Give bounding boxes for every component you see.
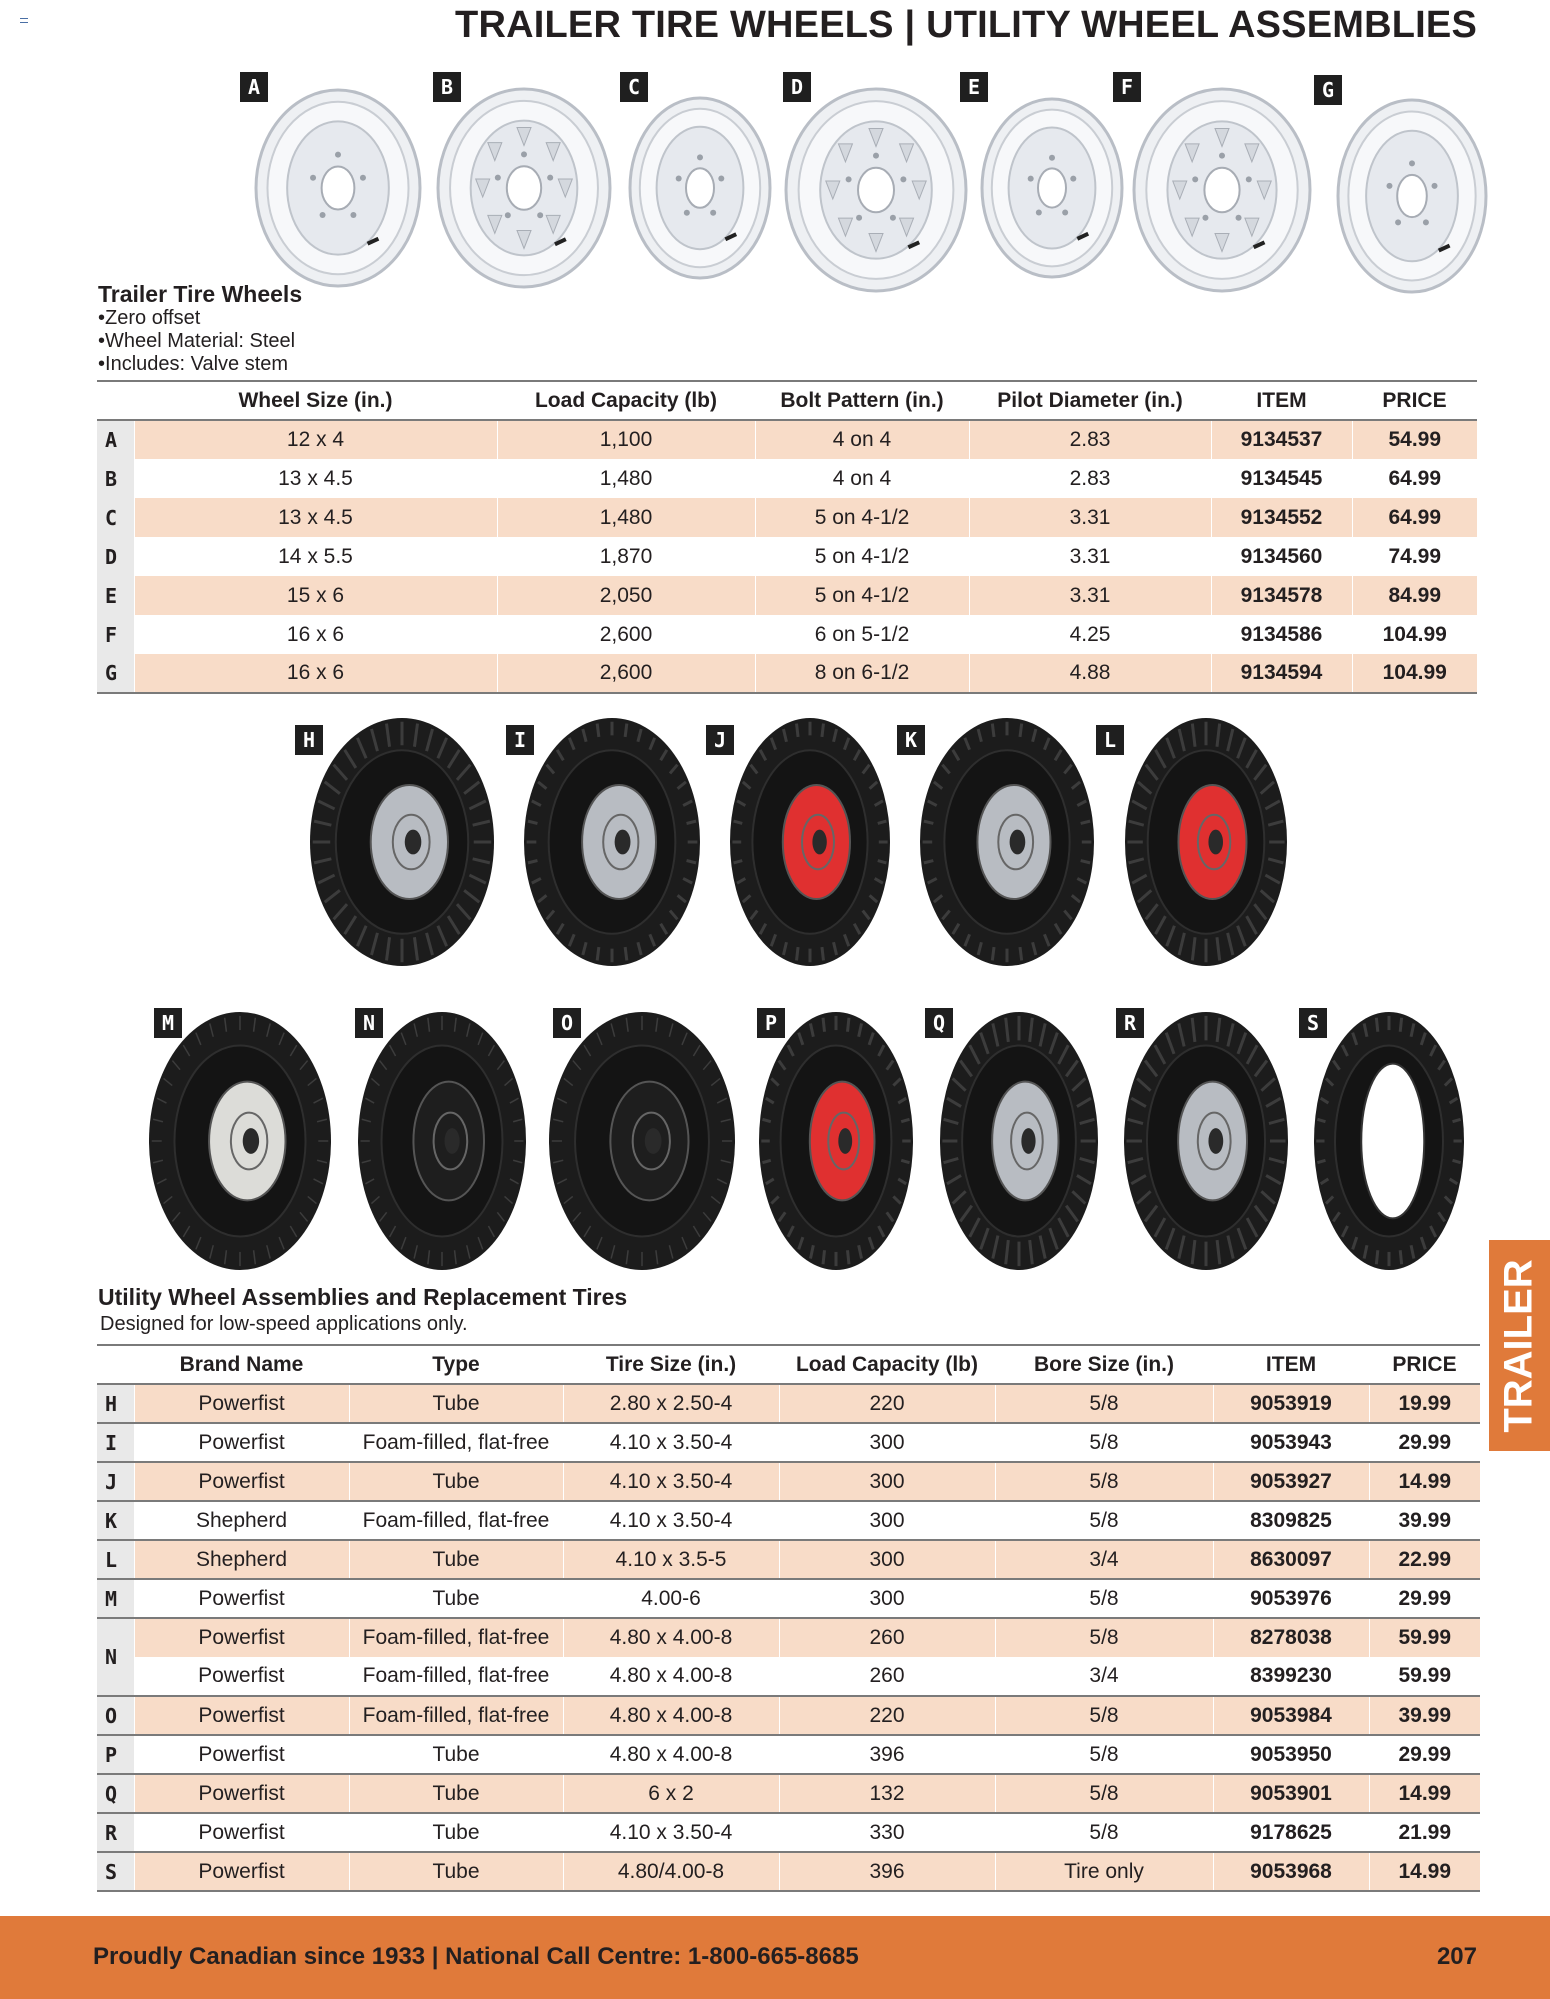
product-letter-badge: S <box>1299 1008 1327 1038</box>
table-cell-load: 220 <box>779 1696 995 1735</box>
table-cell-size: 2.80 x 2.50-4 <box>563 1384 779 1423</box>
tire-wheel-icon <box>916 714 1098 970</box>
table-cell-type: Tube <box>349 1813 563 1852</box>
row-letter: J <box>97 1462 134 1501</box>
table-cell-size: 4.10 x 3.50-4 <box>563 1813 779 1852</box>
table-cell-item: 9178625 <box>1213 1813 1369 1852</box>
table-cell-bore: 5/8 <box>995 1423 1213 1462</box>
table-cell-item: 9134578 <box>1211 576 1352 615</box>
row-letter: F <box>97 615 134 654</box>
row-letter: Q <box>97 1774 134 1813</box>
row-letter: K <box>97 1501 134 1540</box>
table-cell-item: 9053976 <box>1213 1579 1369 1618</box>
table-cell-item: 9053919 <box>1213 1384 1369 1423</box>
table-cell-price: 14.99 <box>1369 1774 1480 1813</box>
table-cell-load: 300 <box>779 1540 995 1579</box>
table-cell-item: 9134594 <box>1211 654 1352 693</box>
table-cell-price: 19.99 <box>1369 1384 1480 1423</box>
table-row <box>97 1852 1480 1891</box>
white-spoke-rim-icon <box>433 84 615 292</box>
row-letter: A <box>97 420 134 459</box>
column-header: Bore Size (in.) <box>995 1345 1213 1384</box>
table-cell-load: 300 <box>779 1579 995 1618</box>
tire-only-icon <box>1310 1008 1468 1274</box>
table-cell-load: 1,870 <box>497 537 755 576</box>
table-cell-price: 104.99 <box>1352 615 1477 654</box>
table-cell-brand: Powerfist <box>134 1852 349 1891</box>
table-cell-pilot: 4.25 <box>969 615 1211 654</box>
table-cell-bolt: 4 on 4 <box>755 459 969 498</box>
table-cell-type: Tube <box>349 1774 563 1813</box>
table-cell-pilot: 3.31 <box>969 537 1211 576</box>
column-header-letter <box>97 381 134 420</box>
table-cell-price: 54.99 <box>1352 420 1477 459</box>
tire-wheel-icon <box>545 1008 739 1274</box>
table-cell-size: 14 x 5.5 <box>134 537 497 576</box>
table-cell-price: 29.99 <box>1369 1579 1480 1618</box>
utility-subheading: Designed for low-speed applications only. <box>100 1313 468 1335</box>
table-cell-type: Tube <box>349 1852 563 1891</box>
table-cell-item: 9053984 <box>1213 1696 1369 1735</box>
table-cell-price: 104.99 <box>1352 654 1477 693</box>
table-cell-item: 8399230 <box>1213 1657 1369 1696</box>
product-letter-badge: E <box>960 72 988 102</box>
table-cell-price: 29.99 <box>1369 1423 1480 1462</box>
column-header: PRICE <box>1369 1345 1480 1384</box>
table-cell-load: 220 <box>779 1384 995 1423</box>
table-cell-type: Foam-filled, flat-free <box>349 1696 563 1735</box>
row-letter: P <box>97 1735 134 1774</box>
utility-section-heading: Utility Wheel Assemblies and Replacement Tires <box>98 1284 628 1310</box>
table-cell-item: 9134586 <box>1211 615 1352 654</box>
table-cell-bore: 5/8 <box>995 1735 1213 1774</box>
table-cell-load: 260 <box>779 1657 995 1696</box>
table-cell-size: 13 x 4.5 <box>134 459 497 498</box>
table-cell-bore: 5/8 <box>995 1579 1213 1618</box>
table-cell-item: 9134545 <box>1211 459 1352 498</box>
table-cell-bolt: 8 on 6-1/2 <box>755 654 969 693</box>
table-cell-price: 39.99 <box>1369 1696 1480 1735</box>
table-row <box>97 1540 1480 1579</box>
table-cell-size: 15 x 6 <box>134 576 497 615</box>
row-letter: R <box>97 1813 134 1852</box>
table-cell-price: 74.99 <box>1352 537 1477 576</box>
table-cell-type: Foam-filled, flat-free <box>349 1423 563 1462</box>
table-cell-bolt: 6 on 5-1/2 <box>755 615 969 654</box>
table-cell-brand: Powerfist <box>134 1618 349 1657</box>
table-cell-size: 4.80 x 4.00-8 <box>563 1735 779 1774</box>
tire-wheel-icon <box>145 1008 335 1274</box>
table-cell-pilot: 2.83 <box>969 420 1211 459</box>
product-letter-badge: K <box>897 725 925 755</box>
white-steel-rim-icon <box>1333 95 1491 297</box>
column-header: Tire Size (in.) <box>563 1345 779 1384</box>
table-cell-load: 1,480 <box>497 459 755 498</box>
table-cell-size: 6 x 2 <box>563 1774 779 1813</box>
column-header: Type <box>349 1345 563 1384</box>
trailer-section-heading: Trailer Tire Wheels <box>98 281 303 307</box>
tire-wheel-icon <box>726 714 894 970</box>
product-letter-badge: J <box>706 725 734 755</box>
table-cell-item: 9134537 <box>1211 420 1352 459</box>
table-row <box>97 1423 1480 1462</box>
table-cell-size: 4.00-6 <box>563 1579 779 1618</box>
product-letter-badge: I <box>506 725 534 755</box>
table-row <box>97 420 1477 459</box>
table-cell-item: 9053943 <box>1213 1423 1369 1462</box>
table-cell-bore: Tire only <box>995 1852 1213 1891</box>
row-letter: N <box>97 1618 134 1696</box>
tire-wheel-icon <box>936 1008 1102 1274</box>
tire-wheel-icon <box>520 714 704 970</box>
product-letter-badge: H <box>295 725 323 755</box>
white-steel-rim-icon <box>625 93 775 283</box>
table-row <box>97 537 1477 576</box>
table-cell-brand: Powerfist <box>134 1423 349 1462</box>
white-spoke-rim-icon <box>781 84 971 296</box>
table-cell-bore: 3/4 <box>995 1540 1213 1579</box>
table-row <box>97 1384 1480 1423</box>
table-row <box>97 1462 1480 1501</box>
table-cell-pilot: 3.31 <box>969 498 1211 537</box>
table-cell-size: 16 x 6 <box>134 654 497 693</box>
product-letter-badge: M <box>154 1008 182 1038</box>
table-cell-price: 22.99 <box>1369 1540 1480 1579</box>
tire-wheel-icon <box>1120 1008 1292 1274</box>
table-cell-item: 9053968 <box>1213 1852 1369 1891</box>
table-cell-price: 29.99 <box>1369 1735 1480 1774</box>
table-cell-type: Foam-filled, flat-free <box>349 1657 563 1696</box>
product-letter-badge: D <box>783 72 811 102</box>
column-header: PRICE <box>1352 381 1477 420</box>
table-cell-price: 14.99 <box>1369 1462 1480 1501</box>
table-cell-bolt: 5 on 4-1/2 <box>755 537 969 576</box>
table-cell-price: 21.99 <box>1369 1813 1480 1852</box>
table-row <box>97 576 1477 615</box>
table-cell-price: 84.99 <box>1352 576 1477 615</box>
table-row <box>97 1579 1480 1618</box>
row-letter: I <box>97 1423 134 1462</box>
table-cell-load: 300 <box>779 1423 995 1462</box>
row-letter: D <box>97 537 134 576</box>
side-tab-label: TRAILER <box>1496 1259 1541 1433</box>
table-row <box>97 1657 1480 1696</box>
column-header: Load Capacity (lb) <box>779 1345 995 1384</box>
column-header: Pilot Diameter (in.) <box>969 381 1211 420</box>
table-cell-brand: Shepherd <box>134 1540 349 1579</box>
table-cell-item: 9053927 <box>1213 1462 1369 1501</box>
table-cell-load: 132 <box>779 1774 995 1813</box>
tire-wheel-icon <box>1121 714 1291 970</box>
table-cell-price: 64.99 <box>1352 498 1477 537</box>
feature-bullet: • Includes: Valve stem <box>98 353 295 376</box>
page-title: TRAILER TIRE WHEELS | UTILITY WHEEL ASSEMBLIES <box>455 4 1477 46</box>
feature-bullet: • Wheel Material: Steel <box>98 330 295 353</box>
table-row <box>97 1696 1480 1735</box>
table-cell-bolt: 5 on 4-1/2 <box>755 576 969 615</box>
table-cell-price: 39.99 <box>1369 1501 1480 1540</box>
row-letter: H <box>97 1384 134 1423</box>
column-header: ITEM <box>1211 381 1352 420</box>
table-cell-brand: Powerfist <box>134 1696 349 1735</box>
product-letter-badge: N <box>355 1008 383 1038</box>
product-letter-badge: F <box>1113 72 1141 102</box>
trailer-feature-list <box>98 307 295 376</box>
table-cell-load: 396 <box>779 1852 995 1891</box>
tire-wheel-icon <box>755 1008 917 1274</box>
table-row <box>97 1735 1480 1774</box>
product-letter-badge: L <box>1096 725 1124 755</box>
table-row <box>97 459 1477 498</box>
row-letter: L <box>97 1540 134 1579</box>
table-cell-bolt: 4 on 4 <box>755 420 969 459</box>
row-letter: M <box>97 1579 134 1618</box>
table-cell-bore: 5/8 <box>995 1774 1213 1813</box>
table-cell-price: 14.99 <box>1369 1852 1480 1891</box>
row-letter: C <box>97 498 134 537</box>
column-header: Wheel Size (in.) <box>134 381 497 420</box>
table-cell-brand: Powerfist <box>134 1735 349 1774</box>
table-cell-bore: 5/8 <box>995 1501 1213 1540</box>
table-cell-type: Tube <box>349 1384 563 1423</box>
product-letter-badge: P <box>757 1008 785 1038</box>
table-cell-load: 2,600 <box>497 615 755 654</box>
table-cell-load: 260 <box>779 1618 995 1657</box>
table-cell-size: 16 x 6 <box>134 615 497 654</box>
table-cell-size: 4.80 x 4.00-8 <box>563 1657 779 1696</box>
column-header: Load Capacity (lb) <box>497 381 755 420</box>
feature-bullet: • Zero offset <box>98 307 295 330</box>
footer-text: Proudly Canadian since 1933 | National Call Centre: 1-800-665-8685 <box>93 1943 859 1970</box>
table-cell-size: 4.10 x 3.50-4 <box>563 1501 779 1540</box>
column-header: ITEM <box>1213 1345 1369 1384</box>
column-header-letter <box>97 1345 134 1384</box>
table-cell-type: Tube <box>349 1735 563 1774</box>
table-cell-item: 9053901 <box>1213 1774 1369 1813</box>
table-cell-item: 8630097 <box>1213 1540 1369 1579</box>
white-spoke-rim-icon <box>1129 84 1315 296</box>
table-row <box>97 1501 1480 1540</box>
product-letter-badge: A <box>240 72 268 102</box>
table-cell-size: 4.80/4.00-8 <box>563 1852 779 1891</box>
table-cell-load: 1,480 <box>497 498 755 537</box>
table-cell-size: 4.10 x 3.50-4 <box>563 1462 779 1501</box>
table-cell-size: 4.80 x 4.00-8 <box>563 1618 779 1657</box>
table-cell-brand: Powerfist <box>134 1579 349 1618</box>
product-letter-badge: B <box>433 72 461 102</box>
table-cell-load: 2,050 <box>497 576 755 615</box>
white-steel-rim-icon <box>977 94 1127 282</box>
table-cell-bore: 5/8 <box>995 1618 1213 1657</box>
row-letter: O <box>97 1696 134 1735</box>
table-cell-load: 396 <box>779 1735 995 1774</box>
table-cell-item: 9053950 <box>1213 1735 1369 1774</box>
row-letter: E <box>97 576 134 615</box>
table-row <box>97 1813 1480 1852</box>
table-row <box>97 654 1477 693</box>
table-cell-item: 9134552 <box>1211 498 1352 537</box>
table-cell-bore: 5/8 <box>995 1384 1213 1423</box>
table-cell-brand: Powerfist <box>134 1462 349 1501</box>
table-cell-price: 59.99 <box>1369 1657 1480 1696</box>
table-cell-price: 64.99 <box>1352 459 1477 498</box>
table-cell-bore: 5/8 <box>995 1696 1213 1735</box>
section-side-tab <box>1489 1240 1550 1451</box>
product-letter-badge: R <box>1116 1008 1144 1038</box>
table-cell-brand: Shepherd <box>134 1501 349 1540</box>
product-letter-badge: G <box>1314 75 1342 105</box>
table-cell-item: 8278038 <box>1213 1618 1369 1657</box>
table-cell-load: 1,100 <box>497 420 755 459</box>
table-cell-brand: Powerfist <box>134 1813 349 1852</box>
page-footer <box>0 1916 1550 1999</box>
column-header: Bolt Pattern (in.) <box>755 381 969 420</box>
trailer-wheels-table <box>97 380 1477 694</box>
table-cell-size: 4.10 x 3.50-4 <box>563 1423 779 1462</box>
table-cell-bore: 5/8 <box>995 1813 1213 1852</box>
column-header: Brand Name <box>134 1345 349 1384</box>
table-cell-item: 8309825 <box>1213 1501 1369 1540</box>
corner-mark <box>20 18 28 23</box>
table-cell-size: 4.80 x 4.00-8 <box>563 1696 779 1735</box>
page-number: 207 <box>1436 1943 1477 1970</box>
table-cell-brand: Powerfist <box>134 1384 349 1423</box>
table-cell-type: Foam-filled, flat-free <box>349 1501 563 1540</box>
table-cell-load: 300 <box>779 1462 995 1501</box>
table-cell-type: Tube <box>349 1462 563 1501</box>
table-row <box>97 498 1477 537</box>
product-letter-badge: O <box>553 1008 581 1038</box>
white-steel-rim-icon <box>251 85 425 291</box>
table-cell-bore: 3/4 <box>995 1657 1213 1696</box>
utility-wheels-table <box>97 1344 1480 1892</box>
table-cell-bolt: 5 on 4-1/2 <box>755 498 969 537</box>
table-cell-brand: Powerfist <box>198 1664 285 1687</box>
table-cell-pilot: 2.83 <box>969 459 1211 498</box>
table-cell-size: 4.10 x 3.5-5 <box>563 1540 779 1579</box>
row-letter: G <box>97 654 134 693</box>
table-cell-load: 330 <box>779 1813 995 1852</box>
row-letter: S <box>97 1852 134 1891</box>
tire-wheel-icon <box>354 1008 530 1274</box>
table-cell-item: 9134560 <box>1211 537 1352 576</box>
row-letter: B <box>97 459 134 498</box>
table-cell-size: 13 x 4.5 <box>134 498 497 537</box>
table-cell-pilot: 3.31 <box>969 576 1211 615</box>
table-cell-load: 300 <box>779 1501 995 1540</box>
table-cell-size: 12 x 4 <box>134 420 497 459</box>
table-cell-price: 59.99 <box>1369 1618 1480 1657</box>
table-cell-type: Tube <box>349 1540 563 1579</box>
table-header-row <box>97 381 1477 420</box>
product-letter-badge: Q <box>925 1008 953 1038</box>
table-row <box>97 1774 1480 1813</box>
table-row <box>97 615 1477 654</box>
tire-wheel-icon <box>306 714 498 970</box>
table-header-row <box>97 1345 1480 1384</box>
table-cell-load: 2,600 <box>497 654 755 693</box>
table-cell-bore: 5/8 <box>995 1462 1213 1501</box>
table-cell-brand: Powerfist <box>134 1774 349 1813</box>
table-row <box>97 1618 1480 1657</box>
table-cell-type: Foam-filled, flat-free <box>349 1618 563 1657</box>
table-cell-type: Tube <box>349 1579 563 1618</box>
table-cell-pilot: 4.88 <box>969 654 1211 693</box>
product-letter-badge: C <box>620 72 648 102</box>
